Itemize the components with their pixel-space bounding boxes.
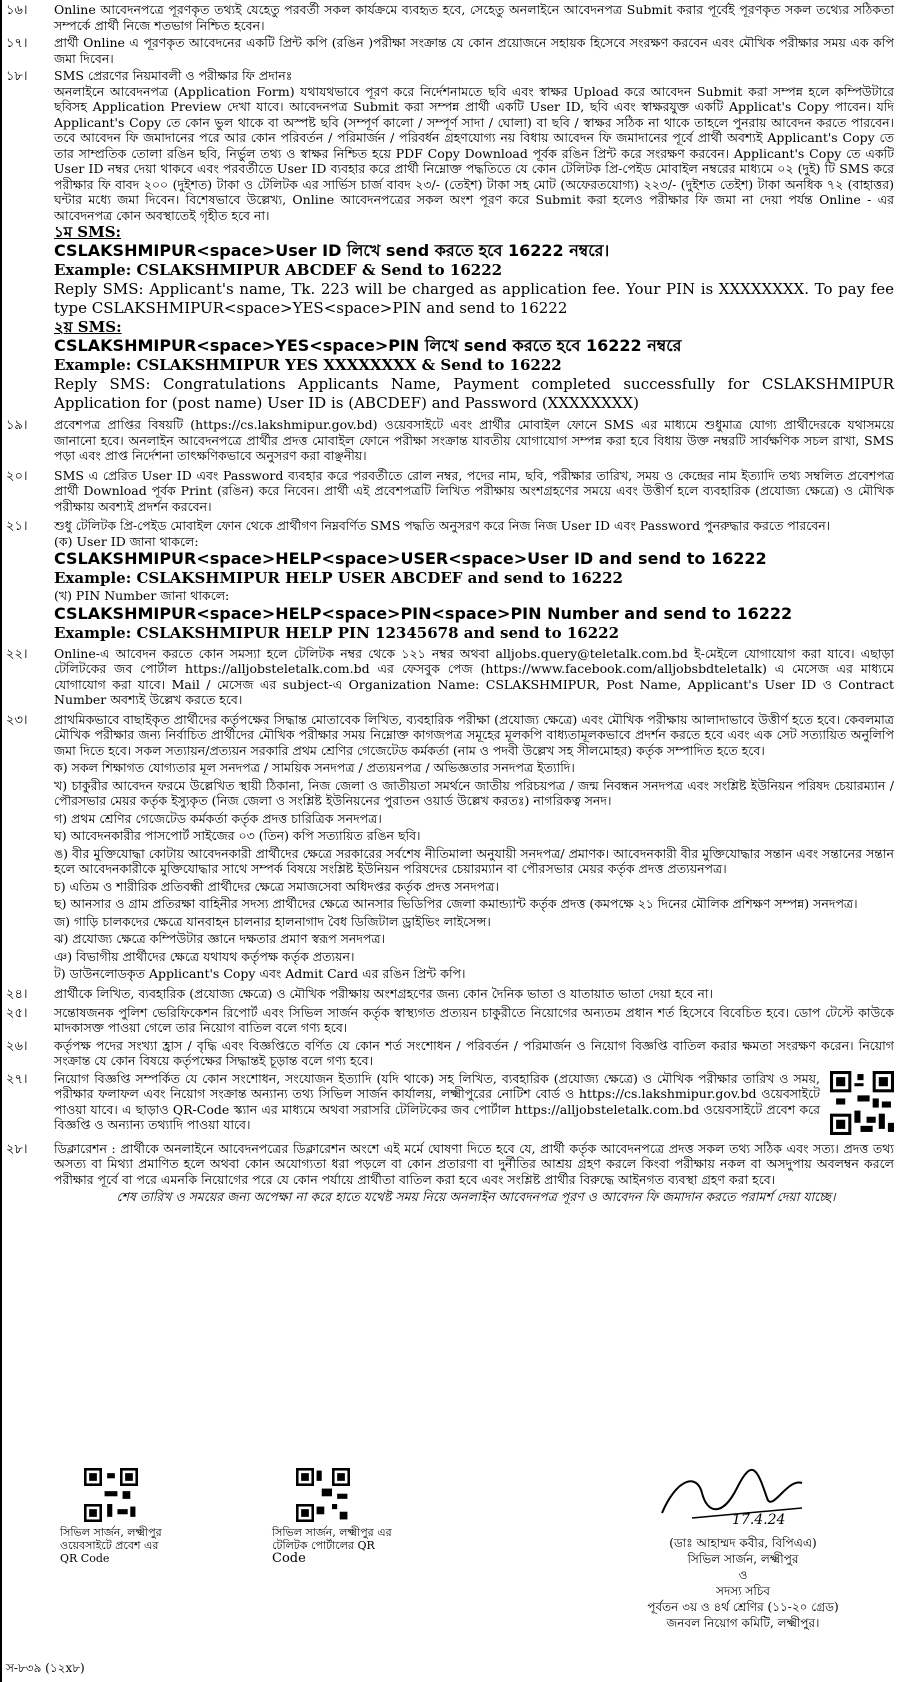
- clause-number: ১৯।: [6, 418, 28, 433]
- clause-text: প্রাথমিকভাবে বাছাইকৃত প্রার্থীদের কর্তৃপক্ষের সিদ্ধান্ত মোতাবেক লিখিত, ব্যবহারিক পরীক্ষা (প্রযোজ্য ক্ষেত্রে) এবং মৌখিক পরীক্ষায় আলাদাভাবে উত্তীর্ণ হতে হবে। কেবলমাত্র মৌখিক পরীক্ষার জন্য নির্বাচিত প্রার্থীদের মৌখিক পরীক্ষার সময় নিম্নোক্ত কাগজপত্র সমূহের মূলকপি বাধ্যতামূলকভাবে প্রদর্শন করতে হবে এবং এক সেট সত্যায়িত অনুলিপি জমা দিতে হবে। সকল সত্যায়ন/প্রত্যয়ন সরকারি প্রথম শ্রেণির গেজেটেড কর্মকর্তা (নাম ও পদবী উল্লেখ সহ সীলমোহর) কর্তৃক সম্পাদিত হতে হবে।: [54, 711, 894, 758]
- closing-advice: শেষ তারিখ ও সময়ের জন্য অপেক্ষা না করে হাতে যথেষ্ট সময় নিয়ে অনলাইন আবেদনপত্র পূরণ ও আবেদন ফি জমাদান করতে পরামর্শ দেয়া যাচ্ছে।: [116, 1189, 836, 1204]
- clause-number: ২১।: [6, 519, 28, 534]
- qr-caption-line: QR Code: [60, 1552, 110, 1565]
- clause-26: [2, 1038, 900, 1069]
- list-item: ট) ডাউনলোডকৃত Applicant's Copy এবং Admit Card এর রঙিন প্রিন্ট কপি।: [54, 966, 466, 981]
- clause-number: ১৭।: [6, 36, 28, 51]
- qr-code-icon: [84, 1468, 138, 1522]
- sms1-reply: Reply SMS: Applicant's name, Tk. 223 will be charged as application fee. Your PIN is XXXXXXXX. To pay fee type CSLAKSHMIPUR<space>YES<space>PIN and send to 16222: [54, 280, 894, 317]
- clause-25: [2, 1005, 900, 1036]
- document-code: স-৮৩৯ (১২x৮): [6, 1661, 85, 1675]
- committee-line: জনবল নিয়োগ কমিটি, লক্ষ্মীপুর।: [666, 1616, 820, 1630]
- sms2-command: CSLAKSHMIPUR<space>YES<space>PIN লিখে send করতে হবে 16222 নম্বরে: [54, 336, 682, 355]
- clause-27: [2, 1071, 900, 1139]
- clause-23: [2, 712, 900, 984]
- list-item: ঘ) আবেদনকারীর পাসপোর্ট সাইজের ০৩ (তিন) কপি সত্যায়িত রঙিন ছবি।: [54, 828, 421, 843]
- sms2-reply: Reply SMS: Congratulations Applicants Name, Payment completed successfully for CSLAKSHMIPUR Application for (post name) User ID is (ABCDEF) and Password (XXXXXXXX): [54, 375, 894, 412]
- qr-teletalk-block: [272, 1468, 432, 1565]
- clause-text: ডিক্লারেশন : প্রার্থীকে অনলাইনে আবেদনপত্রের ডিক্লারেশন অংশে এই মর্মে ঘোষণা দিতে হবে যে, প্রার্থী কর্তৃক আবেদনপত্রে প্রদত্ত সকল তথ্য সঠিক এবং সত্য। প্রদত্ত তথ্য অসত্য বা মিথ্যা প্রমাণিত হলে অথবা কোন অযোগ্যতা ধরা পড়লে বা কোন প্রতারণা বা দুর্নীতির আশ্রয় গ্রহণ করলে কিংবা পরীক্ষায় নকল বা অসদুপায় অবলম্বন করলে পরীক্ষার পূর্বে বা পরে এমনকি নিয়োগের পরে যে কোন পর্যায়ে প্রার্থীতা বাতিল করা হবে এবং সংশ্লিষ্ট প্রার্থীর বিরুদ্ধে আইনগত ব্যবস্থা গ্রহণ করা হবে।: [54, 1140, 894, 1187]
- clause-19: [2, 417, 900, 464]
- clause-number: ১৮।: [6, 69, 28, 84]
- qr-caption-line: Code: [272, 1551, 306, 1566]
- qr-website-block: [60, 1468, 210, 1565]
- committee-line: পূর্বতন ৩য় ও ৪র্থ শ্রেণির (১১-২০ গ্রেড): [647, 1600, 839, 1614]
- sms2-heading: ২য় SMS:: [54, 318, 122, 336]
- clause-text: শুধু টেলিটক প্রি-পেইড মোবাইল ফোন থেকে প্রার্থীগণ নিম্নবর্ণিত SMS পদ্ধতি অনুসরণ করে নিজ নিজ User ID এবং Password পুনরুদ্ধার করতে পারবেন।: [54, 518, 831, 533]
- clause-text: সন্তোষজনক পুলিশ ভেরিফিকেশন রিপোর্ট এবং সিভিল সার্জন কর্তৃক স্বাস্থ্যগত প্রত্যয়ন চাকুরীতে নিয়োগের অন্যতম প্রধান শর্ত হিসেবে বিবেচিত হবে। ডোপ টেস্টে কাউকে মাদকাসক্ত পাওয়া গেলে তার নিয়োগ বাতিল বলে গণ্য হবে।: [54, 1004, 894, 1035]
- clause-20: [2, 468, 900, 515]
- signature-date: 17.4.24: [732, 1512, 786, 1528]
- clause-18: [2, 68, 900, 413]
- signatory-name: (ডাঃ আহাম্মদ কবীর, বিপিএএ): [669, 1536, 817, 1550]
- qr-caption-line: টেলিটক পোর্টালের QR: [272, 1539, 375, 1552]
- signatory-title: সিভিল সার্জন, লক্ষ্মীপুর: [687, 1552, 799, 1566]
- clause-17: [2, 35, 900, 66]
- clause-number: ২৫।: [6, 1005, 28, 1021]
- clause-text: Online-এ আবেদন করতে কোন সমস্যা হলে টেলিটক নম্বর থেকে ১২১ নম্বর অথবা alljobs.query@teletalk.com.bd ই-মেইলে যোগাযোগ করা যাবে। এছাড়া টেলিটকের জব পোর্টাল https://alljobsteletalk.com.bd এর ফেসবুক পেজ (https://www.facebook.com/alljobsbdteletalk) এ মেসেজ এর মাধ্যমে যোগাযোগ করা যাবে। Mail / মেসেজ এর subject-এ Organization Name: CSLAKSHMIPUR, Post Name, Applicant's User ID ও Contract Number অবশ্যই উল্লেখ করতে হবে।: [54, 645, 894, 707]
- list-item: ঞ) বিভাগীয় প্রার্থীদের ক্ষেত্রে যথাযথ কর্তৃপক্ষ কর্তৃক প্রত্যয়ন।: [54, 948, 355, 964]
- sms1-example: Example: CSLAKSHMIPUR ABCDEF & Send to 16222: [54, 261, 503, 279]
- clause-text: অনলাইনে আবেদনপত্র (Application Form) যথাযথভাবে পূরণ করে নির্দেশনামতে ছবি এবং স্বাক্ষর Upload করে আবেদন Submit করা সম্পন্ন হলে কম্পিউটারে ছবিসহ Application Preview দেখা যাবে। আবেদনপত্র Submit করা সম্পন্ন প্রার্থী একটি User ID, ছবি এবং স্বাক্ষরযুক্ত একটি Applicat's Copy পাবেন। যদি Applicant's Copy তে কোন ভুল থাকে বা অস্পষ্ট ছবি (সম্পূর্ণ কালো / সম্পূর্ণ সাদা / ঘোলা) বা ছবি / স্বাক্ষর সঠিক না থাকে তাহলে পুনরায় আবেদন করতে পারবেন। তবে আবেদন ফি জমাদানের পরে আর কোন পরিবর্তন / পরিমার্জন / পরিবর্ধন গ্রহণযোগ্য নয় বিধায় আবেদন ফি জমাদানের পূর্বে প্রার্থী অবশ্যই Applicant's Copy তে তার সাম্প্রতিক তোলা রঙিন ছবি, নির্ভুল তথ্য ও স্বাক্ষর নিশ্চিত হয়ে PDF Copy Download পূর্বক রঙিন প্রিন্ট করে সংরক্ষণ করবেন। Applicant's Copy তে একটি User ID নম্বর দেয়া থাকবে এবং পরবর্তীতে User ID ব্যবহার করে প্রার্থী নিম্নোক্ত পদ্ধতিতে যে কোন টেলিটক প্রি-পেইড মোবাইল নম্বরের মাধ্যমে ০২ (দুই) টি SMS করে পরীক্ষার ফি বাবদ ২০০ (দুইশত) টাকা ও টেলিটক এর সার্ভিস চার্জ বাবদ ২৩/- (তেইশ) টাকা সহ মোট (অফেরতযোগ্য) ২২৩/- (দুইশত তেইশ) টাকা অনধিক ৭২ (বাহাত্তর) ঘন্টার মধ্যে জমা দিবেন। বিশেষভাবে উল্লেখ্য, Online আবেদনপত্রের সকল অংশ পূরণ করে Submit করা হলেও পরীক্ষার ফি জমা না দেয়া পর্যন্ত Online - এর আবেদনপত্র কোন অবস্থাতেই গৃহীত হবে না।: [54, 83, 894, 223]
- list-item: জ) গাড়ি চালকদের ক্ষেত্রে যানবাহন চালনার হালনাগাদ বৈধ ডিজিটাল ড্রাইভিং লাইসেন্স।: [54, 913, 491, 929]
- clause-text: নিয়োগ বিজ্ঞপ্তি সম্পর্কিত যে কোন সংশোধন, সংযোজন ইত্যাদি (যদি থাকে) সহ লিখিত, ব্যবহারিক (প্রযোজ্য ক্ষেত্রে) ও মৌখিক পরীক্ষার তারিখ ও সময়, পরীক্ষার ফলাফল এবং নিয়োগ সংক্রান্ত অন্যান্য তথ্য সিভিল সার্জন কার্যালয়, লক্ষ্মীপুরের নোটিশ বোর্ড ও https://cs.lakshmipur.gov.bd ওয়েবসাইটে পাওয়া যাবে। এ ছাড়াও QR-Code স্ক্যান এর মাধ্যমে অথবা সরাসরি টেলিটকের জব পোর্টাল https://alljobsteletalk.com.bd ওয়েবসাইটে প্রবেশ করে বিজ্ঞপ্তি ও অন্যান্য তথ্যাদি পাওয়া যাবে।: [54, 1070, 820, 1132]
- clause-28: [2, 1141, 900, 1188]
- sms1-command: CSLAKSHMIPUR<space>User ID লিখে send করতে হবে 16222 নম্বরে।: [54, 241, 610, 260]
- qr-caption-line: সিভিল সার্জন, লক্ষ্মীপুর: [60, 1526, 162, 1539]
- sms2-example: Example: CSLAKSHMIPUR YES XXXXXXXX & Send to 16222: [54, 356, 562, 374]
- list-item: গ) প্রথম শ্রেণির গেজেটেড কর্মকর্তা কর্তৃক প্রদত্ত চারিত্রিক সনদপত্র।: [54, 810, 382, 826]
- qr-caption-line: সিভিল সার্জন, লক্ষ্মীপুর এর: [272, 1526, 392, 1539]
- clause-16: [2, 2, 900, 33]
- clause-text: প্রার্থীকে লিখিত, ব্যবহারিক (প্রযোজ্য ক্ষেত্রে) ও মৌখিক পরীক্ষায় অংশগ্রহণের জন্য কোন দৈনিক ভাতা ও যাতায়াত ভাতা দেয়া হবে না।: [54, 985, 713, 1001]
- list-item: ঝ) প্রযোজ্য ক্ষেত্রে কম্পিউটার জ্ঞানে দক্ষতার প্রমাণ স্বরূপ সনদপত্র।: [54, 931, 386, 946]
- signature-block: [608, 1535, 878, 1631]
- document-list: [54, 760, 894, 982]
- clause-text: SMS এ প্রেরিত User ID এবং Password ব্যবহার করে পরবর্তীতে রোল নম্বর, পদের নাম, ছবি, পরীক্ষার তারিখ, সময় ও কেন্দ্রের নাম ইত্যাদি তথ্য সম্বলিত প্রবেশপত্র প্রার্থী Download পূর্বক Print (রঙিন) করে নিবেন। প্রার্থী এই প্রবেশপত্রটি লিখিত পরীক্ষায় অংশগ্রহণের সময়ে এবং উত্তীর্ণ হলে ব্যবহারিক (প্রযোজ্য ক্ষেত্রে) ও মৌখিক পরীক্ষায় অবশ্যই প্রদর্শন করবেন।: [54, 467, 894, 514]
- clause-number: ২৭।: [6, 1071, 28, 1087]
- clause-number: ২৩।: [6, 712, 28, 728]
- clause-text: কর্তৃপক্ষ পদের সংখ্যা হ্রাস / বৃদ্ধি এবং বিজ্ঞপ্তিতে বর্ণিত যে কোন শর্ত সংশোধন / পরিবর্তন / পরিমার্জন ও নিয়োগ বিজ্ঞপ্তি বাতিল করার ক্ষমতা সংরক্ষণ করেন। নিয়োগ সংক্রান্ত যে কোন বিষয়ে কর্তৃপক্ষের সিদ্ধান্তই চূড়ান্ত বলে গণ্য হবে।: [54, 1037, 894, 1068]
- clause-number: ২০।: [6, 468, 28, 484]
- list-item: চ) এতিম ও শারীরিক প্রতিবন্ধী প্রার্থীদের ক্ষেত্রে সমাজসেবা অধিদপ্তর কর্তৃক প্রদত্ত সনদপত্র।: [54, 878, 499, 894]
- userid-example: Example: CSLAKSHMIPUR HELP USER ABCDEF and send to 16222: [54, 569, 623, 587]
- list-item: ঙ) বীর মুক্তিযোদ্ধা কোটায় আবেদনকারী প্রার্থীদের ক্ষেত্রে সরকারের সর্বশেষ নীতিমালা অনুযায়ী সনদপত্র/ প্রমাণক। আবেদনকারী বীর মুক্তিযোদ্ধার সন্তান এবং সন্তানের সন্তান হলে আবেদনকারীকে মুক্তিযোদ্ধার সাথে সম্পর্ক বিষয়ে সংশ্লিষ্ট ইউনিয়ন পরিষদের চেয়ারম্যান বা পৌরসভার মেয়র কর্তৃক প্রদত্ত প্রত্যয়নপত্র।: [54, 845, 894, 876]
- pin-label: (খ) PIN Number জানা থাকলে:: [54, 588, 230, 603]
- clause-title: SMS প্রেরণের নিয়মাবলী ও পরীক্ষার ফি প্রদানঃ: [54, 68, 293, 83]
- clause-22: [2, 646, 900, 708]
- clause-text: প্রার্থী Online এ পূরণকৃত আবেদনের একটি প্রিন্ট কপি (রঙিন )পরীক্ষা সংক্রান্ত যে কোন প্রয়োজনে সহায়ক হিসেবে সংরক্ষণ করবেন এবং মৌখিক পরীক্ষার সময় এক কপি জমা দিবেন।: [54, 35, 894, 66]
- clause-text: Online আবেদনপত্রে পূরণকৃত তথ্যই যেহেতু পরবর্তী সকল কার্যক্রমে ব্যবহৃত হবে, সেহেতু অনলাইনে আবেদনপত্র Submit করার পূর্বেই পূরণকৃত সকল তথ্যের সঠিকতা সম্পর্কে প্রার্থী নিজে শতভাগ নিশ্চিত হবেন।: [54, 2, 894, 33]
- clause-number: ২২।: [6, 646, 28, 662]
- clause-number: ২৮।: [6, 1141, 28, 1157]
- userid-label: (ক) User ID জানা থাকলে:: [54, 533, 199, 549]
- pin-command: CSLAKSHMIPUR<space>HELP<space>PIN<space>PIN Number and send to 16222: [54, 603, 793, 623]
- clause-number: ২৬।: [6, 1038, 28, 1054]
- userid-command: CSLAKSHMIPUR<space>HELP<space>USER<space>User ID and send to 16222: [54, 549, 767, 568]
- list-item: খ) চাকুরীর আবেদন ফরমে উল্লেখিত স্থায়ী ঠিকানা, নিজ জেলা ও জাতীয়তা সমর্থনে জাতীয় পরিচয়পত্র / জন্ম নিবন্ধন সনদপত্র এবং সংশ্লিষ্ট ইউনিয়ন পরিষদ চেয়ারম্যান / পৌরসভার মেয়র কর্তৃক ইস্যুকৃত (নিজ জেলা ও সংশ্লিষ্ট ইউনিয়নের পুরাতন ওয়ার্ড উল্লেখ করতঃ) নাগরিকত্ব সনদ।: [54, 777, 894, 808]
- pin-example: Example: CSLAKSHMIPUR HELP PIN 12345678 and send to 16222: [54, 623, 620, 642]
- clause-text: প্রবেশপত্র প্রাপ্তির বিষয়টি (https://cs.lakshmipur.gov.bd) ওয়েবসাইটে এবং প্রার্থীর মোবাইল ফোনে SMS এর মাধ্যমে শুধুমাত্র যোগ্য প্রার্থীদেরকে যথাসময়ে জানানো হবে। অনলাইন আবেদনপত্রে প্রার্থীর প্রদত্ত মোবাইল ফোনে পরীক্ষা সংক্রান্ত যাবতীয় যোগাযোগ সম্পন্ন করা হবে বিধায় উক্ত নম্বরটি সার্বক্ষণিক সচল রাখা, SMS পড়া এবং প্রাপ্ত নির্দেশনা তাৎক্ষণিকভাবে অনুসরণ করা বাঞ্ছনীয়।: [54, 417, 894, 463]
- qr-code-icon: [296, 1468, 350, 1522]
- signatory-and: ও: [738, 1568, 748, 1582]
- clause-21: [2, 518, 900, 643]
- signatory-role: সদস্য সচিব: [716, 1584, 770, 1598]
- sms1-heading: ১ম SMS:: [54, 223, 122, 241]
- clause-number: ১৬।: [6, 3, 28, 18]
- qr-code-icon: [830, 1071, 894, 1135]
- qr-caption-line: ওয়েবসাইটে প্রবেশ এর: [60, 1539, 159, 1552]
- clause-24: [2, 986, 900, 1003]
- list-item: ছ) আনসার ও গ্রাম প্রতিরক্ষা বাহিনীর সদস্য প্রার্থীদের ক্ষেত্রে আনসার ভিডিপির জেলা কমান্ড্যান্ট কর্তৃক প্রদত্ত (কমপক্ষে ২১ দিনের মৌলিক প্রশিক্ষণ সম্পন্ন) সনদপত্র।: [54, 896, 858, 911]
- clause-number: ২৪।: [6, 986, 28, 1002]
- list-item: ক) সকল শিক্ষাগত যোগ্যতার মূল সনদপত্র / সাময়িক সনদপত্র / প্রত্যয়নপত্র / অভিজ্ঞতার সনদপত্র ইত্যাদি।: [54, 760, 575, 775]
